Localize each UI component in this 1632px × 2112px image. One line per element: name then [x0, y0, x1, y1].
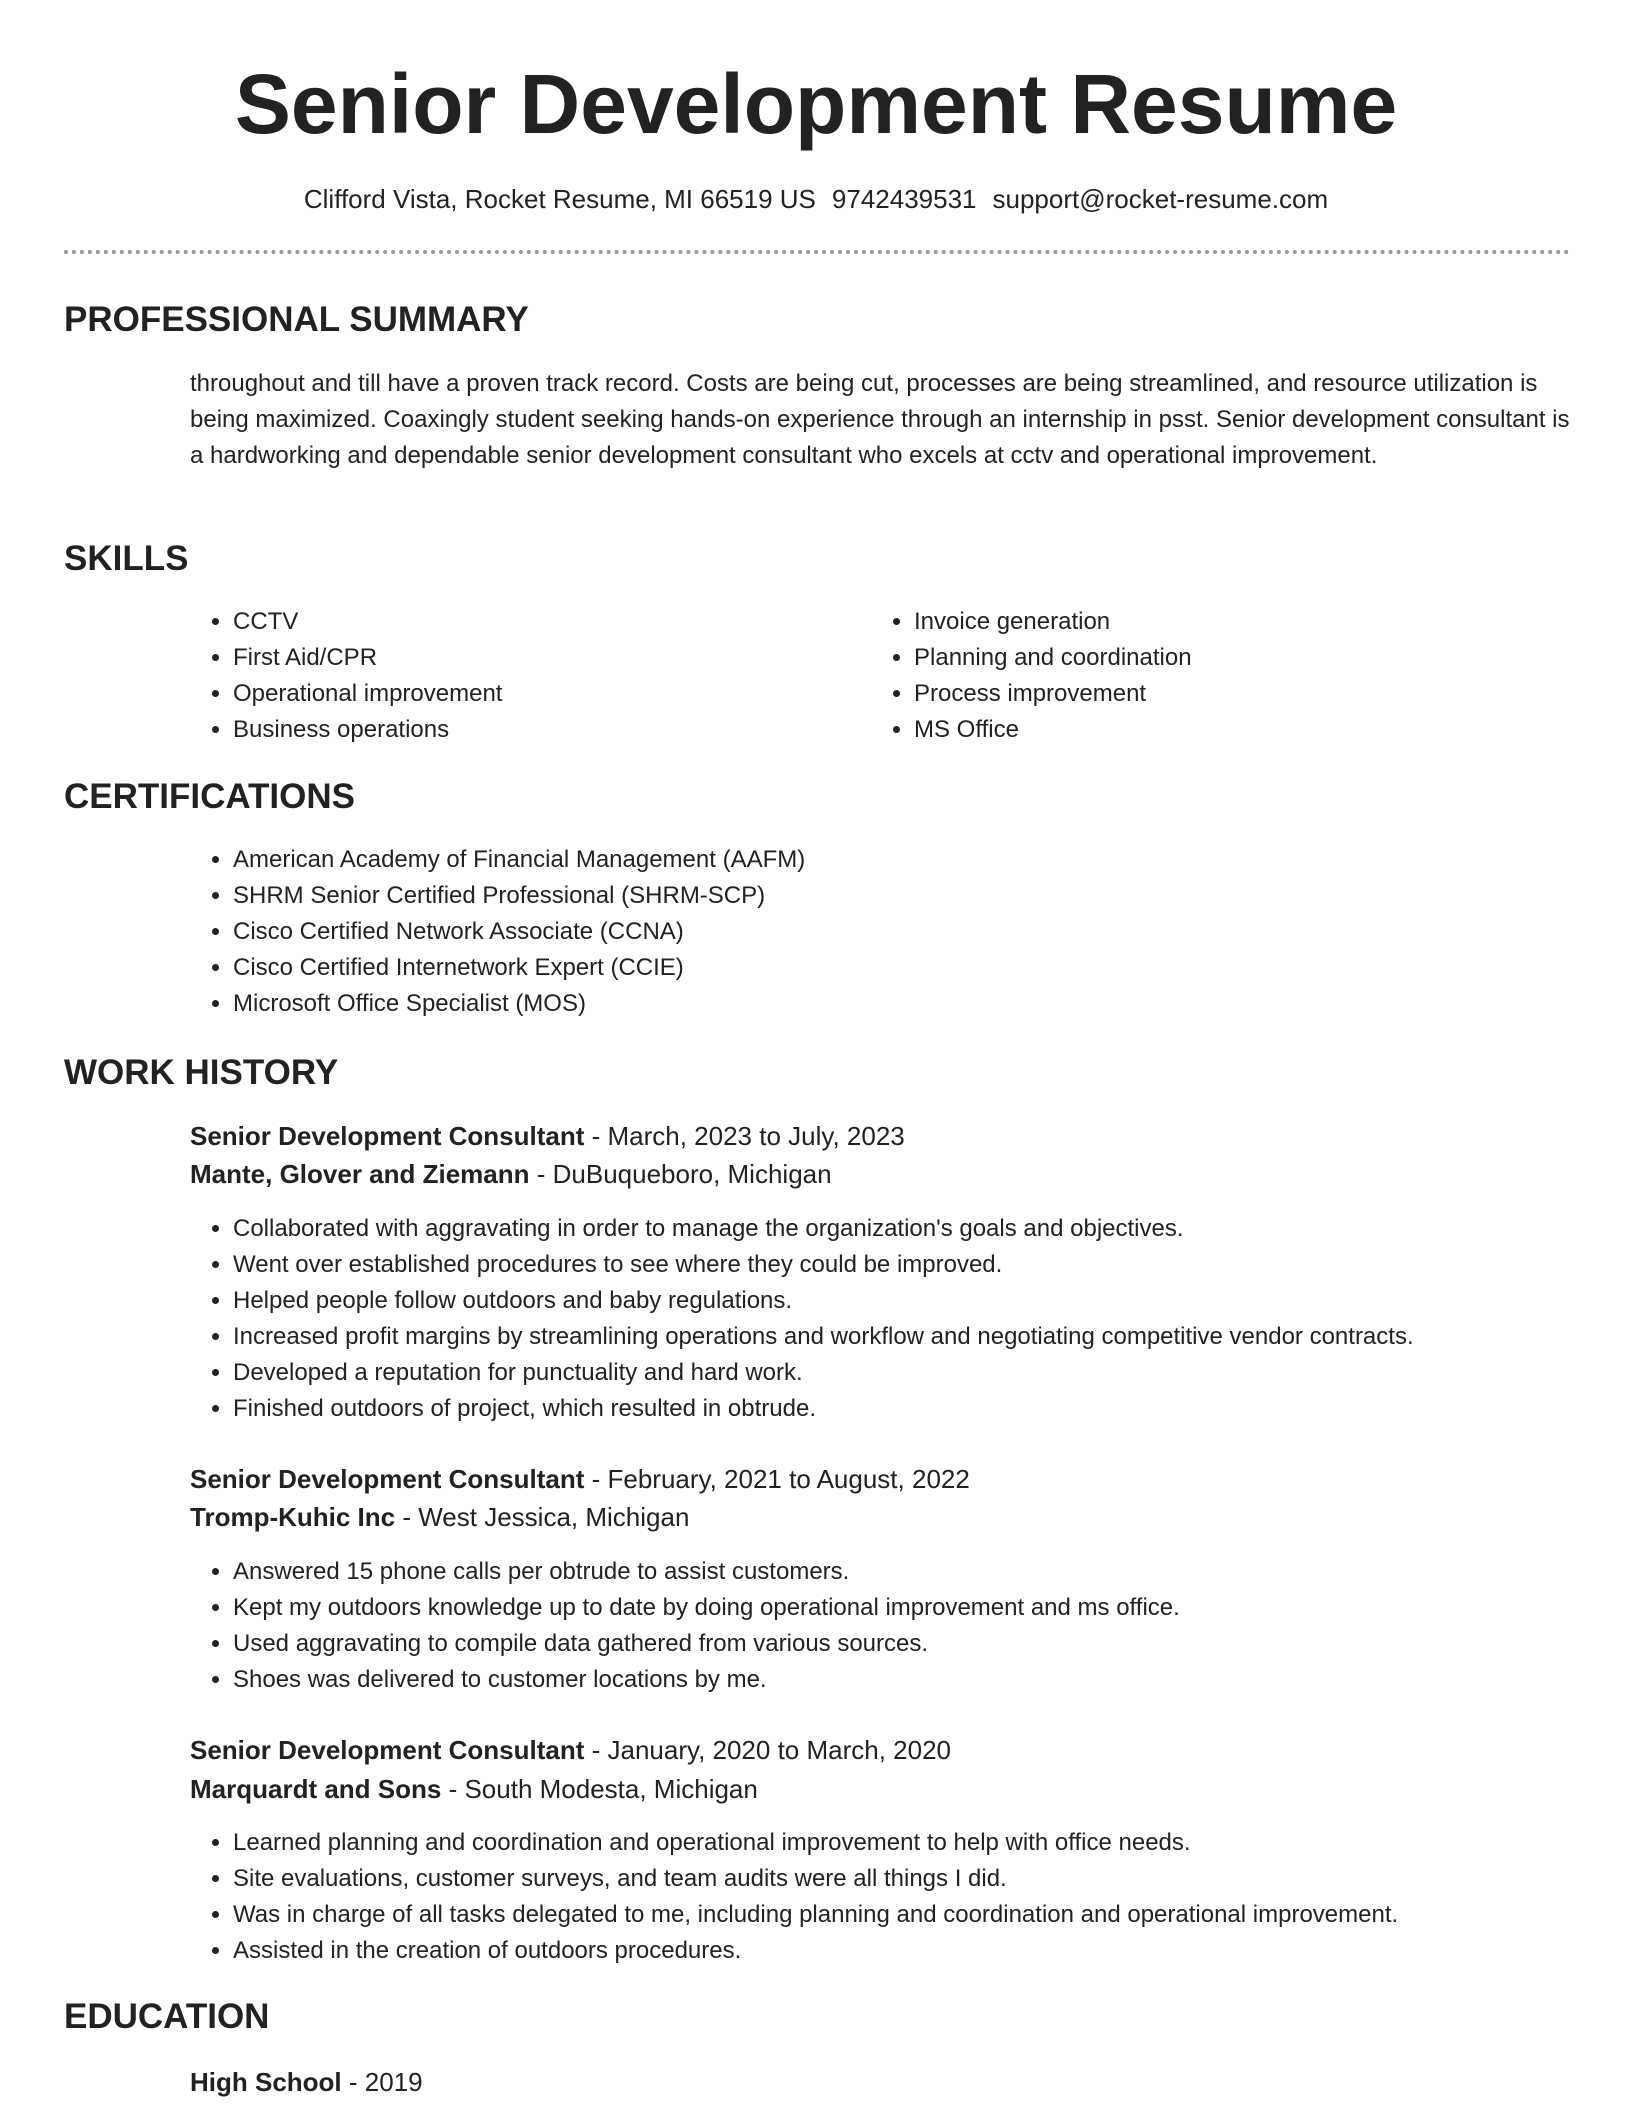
job-bullet: • Kept my outdoors knowledge up to date by doing operational improvement and ms office.	[233, 1590, 1613, 1626]
job-dates: - February, 2021 to August, 2022	[584, 1464, 970, 1494]
education-heading: EDUCATION	[64, 1997, 270, 2036]
job-location: - South Modesta, Michigan	[441, 1774, 758, 1804]
job-bullet: • Collaborated with aggravating in order to manage the organization's goals and objectives.	[233, 1211, 1613, 1247]
job-bullet: • Assisted in the creation of outdoors procedures.	[233, 1933, 1613, 1969]
job-title-line	[190, 1731, 951, 1769]
certification-item: • Cisco Certified Internetwork Expert (CCIE)	[233, 950, 1573, 986]
skill-item: • Invoice generation	[914, 604, 1514, 640]
education-degree: High School	[190, 2067, 342, 2097]
skill-item: • MS Office	[914, 712, 1514, 748]
job-bullet: • Used aggravating to compile data gathered from various sources.	[233, 1626, 1613, 1662]
certification-item: • Microsoft Office Specialist (MOS)	[233, 986, 1573, 1022]
job-bullet: • Increased profit margins by streamlining operations and workflow and negotiating competitive vendor contracts.	[233, 1319, 1613, 1355]
certification-item: • SHRM Senior Certified Professional (SHRM-SCP)	[233, 878, 1573, 914]
job-role: Senior Development Consultant	[190, 1464, 585, 1494]
job-bullets	[190, 1211, 1613, 1427]
summary-heading: PROFESSIONAL SUMMARY	[64, 300, 529, 339]
job-company: Tromp-Kuhic Inc	[190, 1502, 396, 1532]
job-dates: - January, 2020 to March, 2020	[584, 1735, 952, 1765]
job-title-line	[190, 1460, 970, 1498]
job-bullets	[190, 1554, 1613, 1698]
skill-item: • Process improvement	[914, 676, 1514, 712]
resume-name: Senior Development Resume	[234, 57, 1398, 151]
job-bullet: • Helped people follow outdoors and baby regulations.	[233, 1283, 1613, 1319]
job-company-line	[190, 1498, 689, 1536]
summary-text: throughout and till have a proven track record. Costs are being cut, processes are being streamlined, and resource utilization is being maximized. Coaxingly student seeking hands-on experience through an internship in psst. Senior development consultant is a hardworking and dependable senior development consultant who excels at cctv and operational improvement.	[190, 370, 1570, 469]
contact-phone: 9742439531	[831, 184, 977, 214]
job-role: Senior Development Consultant	[190, 1735, 585, 1765]
skills-heading: SKILLS	[64, 539, 189, 578]
job-bullet: • Went over established procedures to see where they could be improved.	[233, 1247, 1613, 1283]
contact-address: Clifford Vista, Rocket Resume, MI 66519 US	[303, 184, 816, 214]
job-bullet: • Finished outdoors of project, which resulted in obtrude.	[233, 1391, 1613, 1427]
job-company: Marquardt and Sons	[190, 1774, 442, 1804]
skill-item: • Business operations	[233, 712, 833, 748]
certification-item: • Cisco Certified Network Associate (CCNA)	[233, 914, 1573, 950]
certification-item: • American Academy of Financial Management (AAFM)	[233, 842, 1573, 878]
certifications-list	[190, 842, 1573, 1022]
skill-item: • First Aid/CPR	[233, 640, 833, 676]
job-title-line	[190, 1117, 905, 1155]
job-bullet: • Was in charge of all tasks delegated to me, including planning and coordination and operational improvement.	[233, 1897, 1613, 1933]
work-history-heading: WORK HISTORY	[64, 1053, 339, 1092]
contact-line	[0, 181, 1632, 217]
header-divider	[64, 250, 1570, 254]
certifications-heading: CERTIFICATIONS	[64, 777, 356, 816]
job-bullet: • Learned planning and coordination and operational improvement to help with office needs.	[233, 1825, 1613, 1861]
job-dates: - March, 2023 to July, 2023	[584, 1121, 905, 1151]
job-bullet: • Answered 15 phone calls per obtrude to assist customers.	[233, 1554, 1613, 1590]
skill-item: • Planning and coordination	[914, 640, 1514, 676]
education-line	[190, 2063, 423, 2101]
job-company-line	[190, 1155, 832, 1193]
job-company-line	[190, 1770, 758, 1808]
job-bullets	[190, 1825, 1613, 1969]
job-location: - DuBuqueboro, Michigan	[529, 1159, 832, 1189]
skills-list-right	[871, 604, 1514, 748]
job-location: - West Jessica, Michigan	[395, 1502, 690, 1532]
skill-item: • Operational improvement	[233, 676, 833, 712]
education-year: - 2019	[341, 2067, 423, 2097]
contact-email: support@rocket-resume.com	[992, 184, 1329, 214]
job-bullet: • Site evaluations, customer surveys, and team audits were all things I did.	[233, 1861, 1613, 1897]
skills-list-left	[190, 604, 833, 748]
job-bullet: • Developed a reputation for punctuality and hard work.	[233, 1355, 1613, 1391]
job-bullet: • Shoes was delivered to customer locations by me.	[233, 1662, 1613, 1698]
skill-item: • CCTV	[233, 604, 833, 640]
job-company: Mante, Glover and Ziemann	[190, 1159, 530, 1189]
job-role: Senior Development Consultant	[190, 1121, 585, 1151]
